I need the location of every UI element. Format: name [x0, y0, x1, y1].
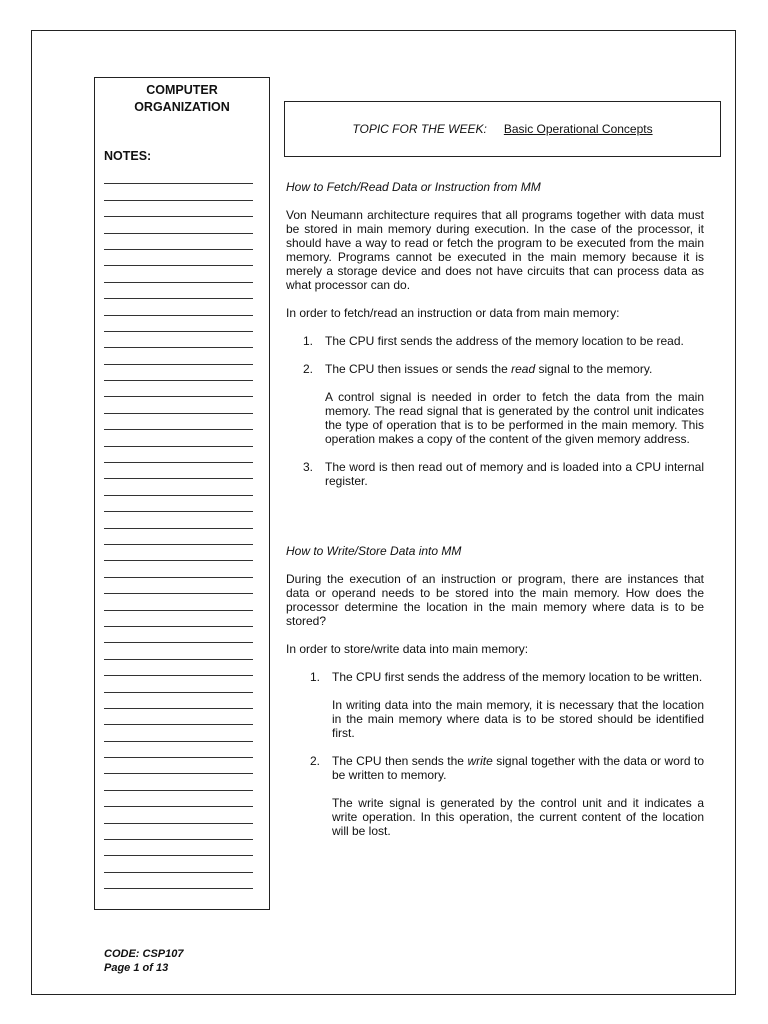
note-line [104, 774, 253, 790]
note-line [104, 709, 253, 725]
topic-box [284, 101, 721, 157]
list-item: 1. The CPU first sends the address of the memory location to be written. In writing data into the main memory, it is necessary that the location in the main memory where data is to be stored should be identified first. [310, 670, 704, 740]
note-line [104, 676, 253, 692]
note-line [104, 856, 253, 872]
note-line [104, 791, 253, 807]
course-title: COMPUTER ORGANIZATION [134, 83, 230, 114]
note-line [104, 234, 253, 250]
note-line [104, 201, 253, 217]
course-code: CODE: CSP107 [104, 948, 184, 960]
note-line [104, 512, 253, 528]
note-line [104, 824, 253, 840]
note-line [104, 250, 253, 266]
note-line [104, 283, 253, 299]
note-line [104, 643, 253, 659]
main-content [286, 180, 704, 852]
paragraph: Von Neumann architecture requires that all programs together with data must be stored in main memory during execution. In the case of the processor, it should have a way to read or fetch the program to be executed from the main memory. Programs cannot be executed in the main memory because it is merely a storage device and does not have circuits that can process data as what processor can do. [286, 208, 704, 292]
section-heading-write: How to Write/Store Data into MM [286, 544, 462, 558]
note-line [104, 184, 253, 200]
paragraph: In order to fetch/read an instruction or data from main memory: [286, 306, 620, 320]
note-line [104, 332, 253, 348]
note-line [104, 348, 253, 364]
note-line [104, 463, 253, 479]
note-line [104, 561, 253, 577]
note-line [104, 594, 253, 610]
note-line [104, 496, 253, 512]
note-line [104, 365, 253, 381]
note-line [104, 447, 253, 463]
note-line [104, 266, 253, 282]
list-item: 3. The word is then read out of memory and is loaded into a CPU internal register. [303, 460, 704, 488]
note-line [104, 316, 253, 332]
note-line [104, 414, 253, 430]
note-line [104, 168, 253, 184]
note-line [104, 725, 253, 741]
topic-label: TOPIC FOR THE WEEK: [352, 122, 487, 136]
list-item: 1. The CPU first sends the address of the memory location to be read. [303, 334, 684, 348]
note-line [104, 430, 253, 446]
fetch-steps-list [286, 334, 704, 488]
note-line [104, 693, 253, 709]
step-detail: A control signal is needed in order to fetch the data from the main memory. The read signal that is generated by the control unit indicates the type of operation that is to be performed in the main memory. This operation makes a copy of the content of the given memory address. [325, 390, 704, 446]
note-line [104, 611, 253, 627]
list-item: 2. The CPU then sends the write signal together with the data or word to be written to memory. The write signal is generated by the control unit and it indicates a write operation. In this operation, the current content of the location will be lost. [310, 754, 705, 838]
list-item: 2. The CPU then issues or sends the read signal to the memory. A control signal is needed in order to fetch the data from the main memory. The read signal that is generated by the control unit indicates the type of operation that is to be performed in the main memory. This operation makes a copy of the content of the given memory address. [303, 362, 704, 446]
page-number: Page 1 of 13 [104, 962, 169, 974]
note-line [104, 578, 253, 594]
note-lines [104, 168, 253, 889]
step-detail: In writing data into the main memory, it is necessary that the location in the main memory where data is to be stored should be identified first. [332, 698, 704, 740]
write-steps-list [286, 670, 704, 838]
note-line [104, 397, 253, 413]
topic-value: Basic Operational Concepts [503, 122, 653, 136]
section-heading-fetch: How to Fetch/Read Data or Instruction from MM [286, 180, 541, 194]
step-detail: The write signal is generated by the control unit and it indicates a write operation. In this operation, the current content of the location will be lost. [332, 796, 704, 838]
notes-label: NOTES: [104, 149, 152, 163]
note-line [104, 873, 253, 889]
paragraph: During the execution of an instruction or program, there are instances that data or operand needs to be stored into the main memory. How does the processor determine the location in the main memory where data is to be stored? [286, 572, 704, 628]
paragraph: In order to store/write data into main memory: [286, 642, 529, 656]
page-footer [104, 947, 183, 975]
note-line [104, 381, 253, 397]
note-line [104, 627, 253, 643]
note-line [104, 660, 253, 676]
note-line [104, 807, 253, 823]
note-line [104, 545, 253, 561]
note-line [104, 758, 253, 774]
note-line [104, 299, 253, 315]
note-line [104, 742, 253, 758]
note-line [104, 479, 253, 495]
note-line [104, 840, 253, 856]
notes-sidebar [94, 77, 270, 910]
note-line [104, 529, 253, 545]
note-line [104, 217, 253, 233]
